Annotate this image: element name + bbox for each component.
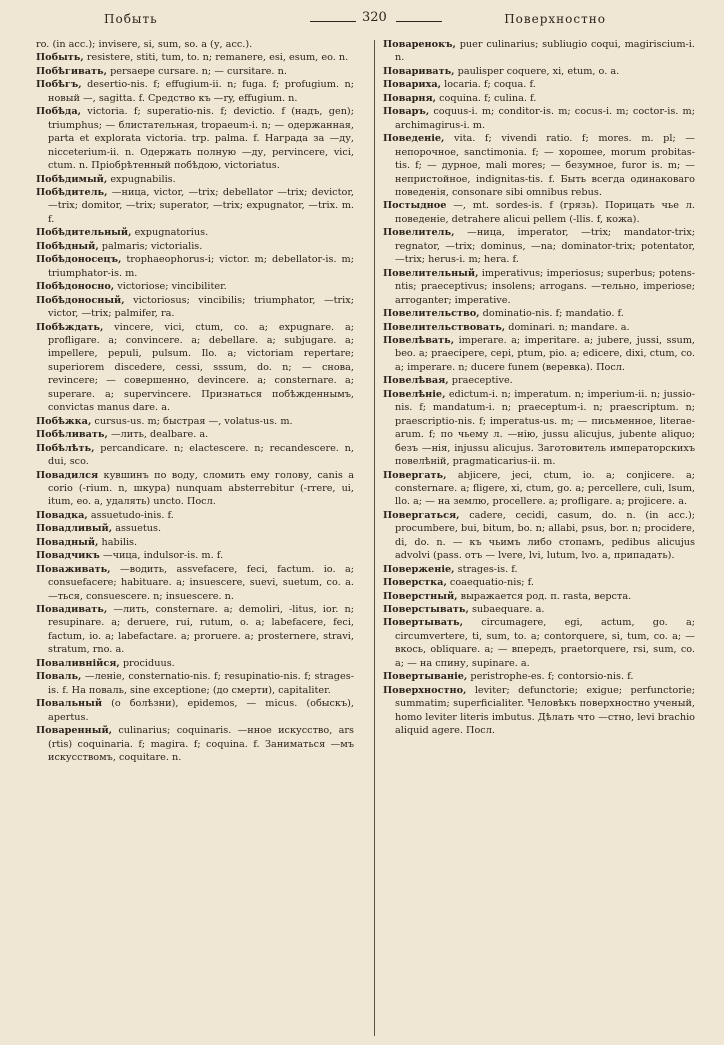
headword: Повадный, [36, 536, 99, 548]
dictionary-entry [383, 321, 695, 334]
definition: palmaris; victorialis. [101, 240, 203, 252]
headword: Поваривать, [383, 65, 455, 77]
definition: —ница, victor, —trix; debellator —trix; devictor, —trix; domitor, —trix; superator, —trix; expugnator, —trix. m. f. [48, 186, 354, 225]
dictionary-entry [36, 469, 354, 509]
headword: Повадивать, [36, 604, 108, 616]
definition: resistere, stiti, tum, to. n; remanere, esi, esum, eo. n. [86, 52, 349, 64]
running-head-left: Побыть [104, 12, 158, 26]
dictionary-entry [383, 105, 695, 132]
dictionary-entry [383, 267, 695, 307]
definition: peristrophe-es. f; contorsio-nis. f. [470, 671, 634, 683]
headword: Побѣждать, [36, 321, 104, 333]
headword: Повадчикъ [36, 550, 100, 562]
dictionary-entry [36, 240, 354, 253]
dictionary-entry [383, 616, 695, 670]
definition: —лить, dealbare. a. [110, 429, 209, 441]
headword: Поверстывать, [383, 604, 469, 616]
dictionary-entry [383, 684, 695, 738]
dictionary-entry [36, 173, 354, 186]
dictionary-entry [36, 536, 354, 549]
definition: culinarius; coquinaris. —нное искусство, ars (rtis) coquinaria. f; magira. f; coquina. f. Заниматься —мъ искусствомъ, coquitare. n. [48, 725, 354, 764]
dictionary-entry [36, 415, 354, 428]
headword: Поверхностно, [383, 684, 467, 696]
definition: desertio-nis. f; effugium-ii. n; fuga. f; profugium. n; новый —, sagitta. f. Средство къ —ry, effugium. n. [48, 79, 354, 104]
definition: coquina. f; culina. f. [439, 92, 537, 104]
headword: Повелительный, [383, 267, 479, 279]
headword: Побѣдный, [36, 240, 99, 252]
definition: praeceptive. [451, 375, 513, 387]
dictionary-entry [36, 38, 354, 51]
headword: Побѣда, [36, 106, 81, 118]
dictionary-entry [383, 199, 695, 226]
definition: imperare. a; imperitare. a; jubere, jussi, ssum, beo. a; praecipere, cepi, ptum, pio. a; edicere, dixi, ctum, co. a; imperare. n; ducere funem (веревка). Посл. [395, 334, 695, 373]
dictionary-entry [36, 226, 354, 239]
dictionary-entry [383, 374, 695, 387]
definition: victoria. f; superatio-nis. f; devictio. f (надъ, gen); triumphus; — блистательная, tropaeum-i. n; — одержанная, parta et explorata victoria. trp. palma. f. Награда за —ду, nicceterium-ii. n. Одержать полную —ду, pervincere, vici, ctum. n. Пріобрѣтенный побѣдою, victoriatus. [48, 106, 354, 172]
definition: leviter; defunctorie; exigue; perfunctorie; summatim; superficialiter. Человѣкъ поверхностно ученый, homo leviter literis imbutus. Дѣлать что —стно, levi brachio aliquid agere. Посл. [395, 684, 695, 737]
definition: percandicare. n; elactescere. n; recandescere. n, dui, sco. [48, 442, 354, 468]
definition: persaepe cursare. n; — cursitare. n. [110, 65, 287, 77]
dictionary-entry [383, 307, 695, 320]
definition: circumagere, egi, actum, go. a; circumvertere, ti, sum, to. a; contorquere, si, tum, co. a; — вкось, obliquare. a; — впередъ, praetorquere, rsi, sum, co. a; — на спину, supinare. a. [395, 617, 695, 669]
header-rule-right [396, 21, 442, 22]
dictionary-entry [36, 442, 354, 469]
headword: Поваживать, [36, 563, 111, 575]
headword: Побѣдительный, [36, 227, 132, 239]
headword: Побѣлѣть, [36, 442, 95, 454]
dictionary-entry [383, 92, 695, 105]
dictionary-entry [383, 226, 695, 266]
headword: Побѣгъ, [36, 79, 82, 91]
headword: Побѣдимый, [36, 173, 108, 185]
headword: Поваливнійся, [36, 657, 120, 669]
dictionary-entry [383, 78, 695, 91]
definition: —лить, consternare. a; demoliri, -litus, ior. n; resupinare. a; deruere, rui, rutum, o. a; labefacere, feci, factum, io. a; labefactare. a; proruere. a; prosternere, stravi, stratum, rno. a. [48, 604, 354, 656]
headword: Повертывать, [383, 617, 463, 629]
running-head-right: Поверхностно [504, 12, 606, 26]
dictionary-entry [383, 469, 695, 509]
dictionary-entry [36, 51, 354, 64]
headword: Повадился [36, 469, 99, 481]
definition: abjicere, jeci, ctum, io. a; conjicere. a; consternare. a; fligere, xi, ctum, go. a; percellere, culi, lsum, llo. a; — на землю, procellere. a; profligare. a; projicere. a. [395, 469, 695, 508]
dictionary-entry [383, 334, 695, 374]
headword: Побѣгивать, [36, 65, 107, 77]
headword: Поваренный, [36, 725, 113, 737]
headword: Повергать, [383, 469, 447, 481]
definition: cadere, cecidi, casum, do. n. (in acc.); procumbere, bui, bitum, bo. n; allabi, psus, bor. n; procidere, di, do. n. — къ чьимъ либо стопамъ, pedibus alicujus advolvi (pass. отъ — lvere, lvi, lutum, lvo. a, припадать). [395, 509, 695, 562]
dictionary-entry [383, 65, 695, 78]
definition: dominari. n; mandare. a. [508, 321, 630, 333]
dictionary-entry [36, 697, 354, 724]
headword: Повариха, [383, 79, 442, 91]
definition: ro. (in acc.); invisere, si, sum, so. a (у, acc.). [36, 39, 253, 50]
definition: puer culinarius; subliugio coqui, magiriscium-i. n. [395, 39, 695, 64]
dictionary-entry [36, 186, 354, 226]
dictionary-entry [36, 657, 354, 670]
headword: Поверстный, [383, 590, 458, 602]
dictionary-entry [36, 603, 354, 657]
definition: victoriosus; vincibilis; triumphator, —trix; victor, —trix; palmifer, ra. [48, 294, 354, 320]
dictionary-entry [36, 670, 354, 697]
headword: Повелѣвать, [383, 334, 455, 346]
definition: assuetus. [115, 523, 162, 535]
headword: Повадливый, [36, 523, 113, 535]
dictionary-entry [383, 509, 695, 563]
headword: Повелитель, [383, 227, 455, 239]
dictionary-entry [36, 428, 354, 441]
definition: assuetudo-inis. f. [90, 509, 174, 521]
dictionary-entry [36, 280, 354, 293]
definition: (о болѣзни), epidemos, — micus. (обыскъ), apertus. [48, 698, 354, 723]
headword: Поваренокъ, [383, 39, 456, 50]
headword: Побѣдоносный, [36, 294, 125, 306]
headword: Повелительствовать, [383, 321, 506, 333]
headword: Повелительство, [383, 308, 480, 320]
definition: —водить, assvefacere, feci, factum. io. a; consuefacere; habituare. a; insuescere, suevi, suetum, co. a. —ться, consuescere. n; insuescere. n. [48, 563, 354, 602]
headword: Повадка, [36, 509, 88, 521]
dictionary-entry [383, 670, 695, 683]
dictionary-entry [36, 253, 354, 280]
dictionary-entry [383, 132, 695, 199]
definition: —, mt. sordes-is. f (грязь). Порицать чье л. поведеніе, detrahere alicui pellem (-llis. f, кожа). [395, 200, 695, 225]
definition: vincere, vici, ctum, co. a; expugnare. a; profligare. a; convincere. a; debellare. a; subjugare. a; impellere, pepuli, pulsum. Ilo. a; victoriam repertare; superiorem discedere, cessi, sssum, do. n; — снова, revincere; — совершенно, devincere. a; consternare. a; superare. a; supervincere. Признаться побѣжденнымъ, convictas manus dare. a. [48, 321, 354, 414]
definition: coaequatio-nis; f. [449, 577, 534, 589]
dictionary-entry [383, 563, 695, 576]
definition: trophaeophorus-i; victor. m; debellator-is. m; triumphator-is. m. [48, 254, 354, 279]
dictionary-entry [36, 105, 354, 172]
page-header [40, 8, 684, 32]
header-rule-left [310, 21, 356, 22]
definition: —чица, indulsor-is. m. f. [102, 550, 224, 562]
definition: dominatio-nis. f; mandatio. f. [482, 308, 624, 320]
headword: Повелѣніе, [383, 388, 446, 400]
definition: expugnabilis. [110, 173, 176, 185]
column-divider [374, 40, 375, 1036]
definition: vita. f; vivendi ratio. f; mores. m. pl; — непорочное, sanctimonia. f; — хорошее, morum probitas-tis. f; — дурное, mali mores; — безумное, furor is. m; — непристойное, indignitas-tis. f. Быть всегда одинаковаго поведенія, consonare sibi omnibus rebus. [395, 133, 695, 198]
definition: paulisper coquere, xi, etum, o. a. [457, 65, 620, 77]
dictionary-entry [383, 388, 695, 469]
headword: Поведеніе, [383, 133, 445, 145]
left-column [36, 38, 354, 764]
dictionary-entry [383, 590, 695, 603]
headword: Повелѣвая, [383, 375, 449, 387]
headword: Повертываніе, [383, 671, 468, 683]
headword: Побѣдоносно, [36, 281, 115, 293]
definition: subaequare. a. [471, 604, 545, 616]
headword: Поваръ, [383, 106, 430, 118]
dictionary-entry [36, 65, 354, 78]
definition: expugnatorius. [134, 227, 209, 239]
dictionary-entry [36, 563, 354, 603]
headword: Повергаться, [383, 509, 460, 521]
dictionary-entry [36, 522, 354, 535]
headword: Поверженіе, [383, 563, 455, 575]
dictionary-entry [36, 294, 354, 321]
headword: Побѣливать, [36, 429, 108, 441]
definition: strages-is. f. [457, 563, 518, 575]
headword: Побѣдитель, [36, 186, 108, 198]
definition: imperativus; imperiosus; superbus; potens-ntis; praeceptivus; insolens; arrogans. —тельно, imperiose; arroganter; imperative. [395, 267, 695, 306]
definition: —ница, imperator, —trix; mandator-trix; regnator, —trix; dominus, —na; dominator-trix; potentator, —trix; herus-i. m; hera. f. [395, 227, 695, 266]
right-column [383, 38, 695, 738]
definition: edictum-i. n; imperatum. n; imperium-ii. n; jussio-nis. f; mandatum-i. n; praeceptum-i. n; praescriptum. n; praescriptio-nis. f; imperatus-us. m; — письменное, literae-arum. f; по чьему л. —нію, jussu alicujus, jubente aliquo; безъ —нія, injussu alicujus. Заготовитель императорскихъ повелѣній, pragmaticarius-ii. m. [395, 388, 695, 468]
headword: Побѣжка, [36, 415, 92, 427]
headword: Поваль, [36, 671, 82, 683]
headword: Повальный [36, 698, 103, 710]
dictionary-entry [36, 509, 354, 522]
definition: victoriose; vincibiliter. [117, 281, 227, 293]
definition: locaria. f; coqua. f. [444, 79, 536, 91]
headword: Постыдное [383, 200, 447, 212]
headword: Побѣдоносецъ, [36, 254, 122, 266]
definition: кувшинъ по воду, сломить ему голову, canis a corio (-rium. n, шкура) nunquam absterrebitur (-rrere, ui, itum, eo. a, удалять) uncto. Посл. [48, 469, 354, 508]
definition: habilis. [101, 536, 138, 548]
headword: Поварня, [383, 92, 437, 104]
dictionary-entry [36, 321, 354, 415]
definition: prociduus. [122, 657, 175, 669]
headword: Поверстка, [383, 577, 447, 589]
page-number: 320 [362, 10, 387, 25]
dictionary-entry [383, 603, 695, 616]
dictionary-entry [383, 38, 695, 65]
dictionary-entry [383, 576, 695, 589]
dictionary-entry [36, 78, 354, 105]
definition: —леніе, consternatio-nis. f; resupinatio-nis. f; strages-is. f. На поваль, sine exceptione; (до смерти), capitaliter. [48, 671, 354, 696]
headword: Побыть, [36, 52, 84, 64]
definition: выражается род. п. rasta, верста. [460, 590, 632, 602]
dictionary-entry [36, 724, 354, 764]
definition: cursus-us. m; быстрая —, volatus-us. m. [94, 415, 293, 427]
definition: coquus-i. m; conditor-is. m; cocus-i. m; coctor-is. m; archimagirus-i. m. [395, 106, 695, 131]
dictionary-entry [36, 549, 354, 562]
